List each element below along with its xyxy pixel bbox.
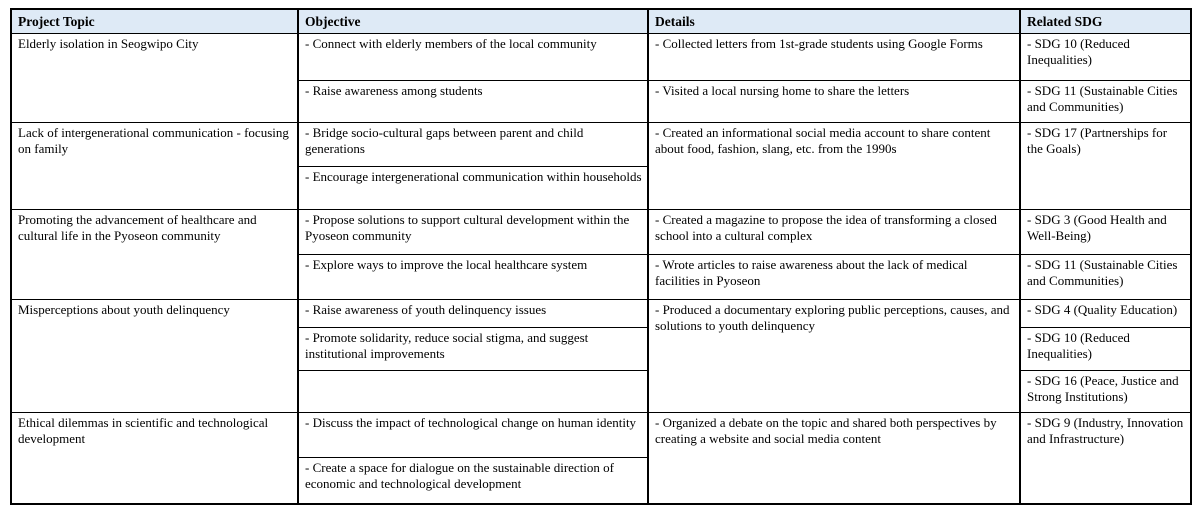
project-topic-cell: Ethical dilemmas in scientific and technological development [11,412,298,504]
column-header-details: Details [648,9,1020,33]
sdg-projects-table [10,8,1192,505]
column-header-related-sdg: Related SDG [1020,9,1191,33]
objective-cell: - Raise awareness among students [298,80,648,122]
sdg-cell: - SDG 9 (Industry, Innovation and Infrastructure) [1020,412,1191,504]
objective-cell: - Connect with elderly members of the local community [298,33,648,80]
table-row [11,33,1191,80]
sdg-cell: - SDG 11 (Sustainable Cities and Communities) [1020,254,1191,299]
details-cell: - Created a magazine to propose the idea of transforming a closed school into a cultural complex [648,209,1020,254]
table-header-row [11,9,1191,33]
details-cell: - Wrote articles to raise awareness about the lack of medical facilities in Pyoseon [648,254,1020,299]
objective-cell: - Raise awareness of youth delinquency issues [298,299,648,327]
objective-cell: - Propose solutions to support cultural development within the Pyoseon community [298,209,648,254]
sdg-cell: - SDG 10 (Reduced Inequalities) [1020,327,1191,370]
sdg-cell: - SDG 11 (Sustainable Cities and Communities) [1020,80,1191,122]
details-cell: - Collected letters from 1st-grade students using Google Forms [648,33,1020,80]
objective-cell: - Encourage intergenerational communication within households [298,166,648,209]
sdg-cell: - SDG 16 (Peace, Justice and Strong Institutions) [1020,370,1191,412]
objective-cell: - Discuss the impact of technological change on human identity [298,412,648,457]
project-topic-cell: Elderly isolation in Seogwipo City [11,33,298,122]
sdg-cell: - SDG 3 (Good Health and Well-Being) [1020,209,1191,254]
details-cell: - Produced a documentary exploring public perceptions, causes, and solutions to youth delinquency [648,299,1020,412]
table-row [11,299,1191,327]
table-row [11,209,1191,254]
objective-cell: - Explore ways to improve the local healthcare system [298,254,648,299]
objective-cell-empty [298,370,648,412]
table-row [11,122,1191,166]
details-cell: - Created an informational social media account to share content about food, fashion, slang, etc. from the 1990s [648,122,1020,209]
sdg-cell: - SDG 10 (Reduced Inequalities) [1020,33,1191,80]
project-topic-cell: Promoting the advancement of healthcare and cultural life in the Pyoseon community [11,209,298,299]
column-header-objective: Objective [298,9,648,33]
details-cell: - Organized a debate on the topic and shared both perspectives by creating a website and social media content [648,412,1020,504]
sdg-cell: - SDG 4 (Quality Education) [1020,299,1191,327]
project-topic-cell: Lack of intergenerational communication - focusing on family [11,122,298,209]
sdg-cell: - SDG 17 (Partnerships for the Goals) [1020,122,1191,209]
details-cell: - Visited a local nursing home to share the letters [648,80,1020,122]
objective-cell: - Create a space for dialogue on the sustainable direction of economic and technological development [298,457,648,504]
objective-cell: - Promote solidarity, reduce social stigma, and suggest institutional improvements [298,327,648,370]
project-topic-cell: Misperceptions about youth delinquency [11,299,298,412]
table-row [11,412,1191,457]
column-header-project-topic: Project Topic [11,9,298,33]
objective-cell: - Bridge socio-cultural gaps between parent and child generations [298,122,648,166]
